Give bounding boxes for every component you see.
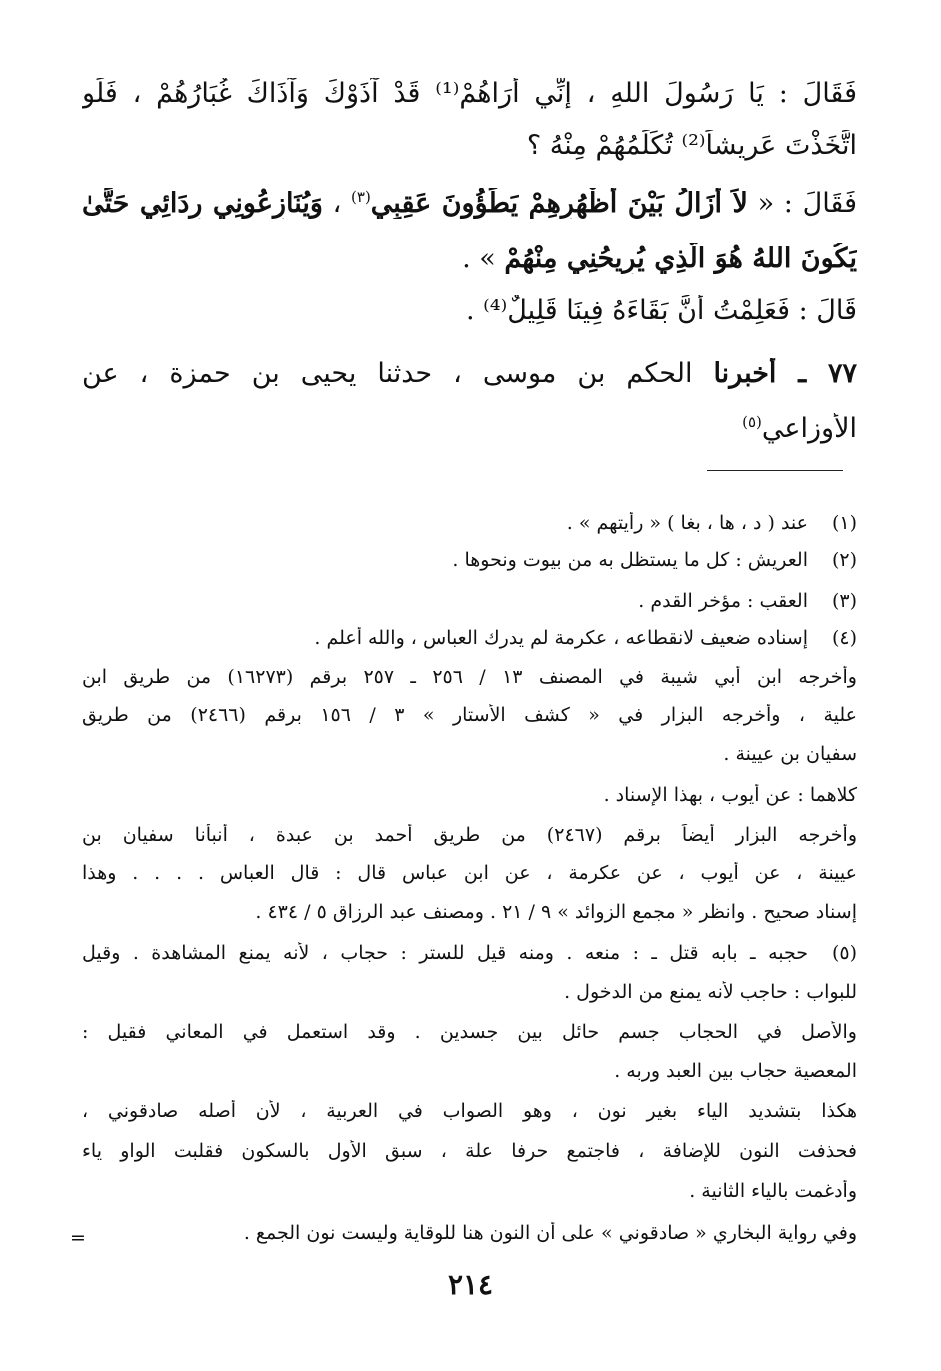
footnote-5-text: حجبه ـ بابه قتل ـ : منعه . ومنه قيل للستر : حجاب ، لأنه يمنع المشاهدة . وقيل [82,942,808,964]
hadith-77-line-2 [82,413,857,444]
footnote-5-line-3: والأصل في الحجاب جسم حائل بين جسدين . وقد استعمل في المعاني فقيل : [82,1021,857,1043]
comma: ، [322,188,352,219]
quote-open: فَقَالَ : « [747,188,857,219]
footnote-divider [707,470,843,471]
prophet-words-part-1: لاَ أَزَالُ بَيْنَ أَظْهُرِهِمْ يَطَؤُونَ عَقِبِي [370,188,748,219]
akhbarana-word: أخبرنا [713,358,777,389]
main-text-line-5: قَالَ : فَعَلِمْتُ أَنَّ بَقَاءَهُ فِينَا قَلِيلٌ⁽⁴⁾ . [465,295,857,326]
footnote-5-line-8: وفي رواية البخاري « صادقوني » على أن النون هنا للوقاية وليست نون الجمع . [243,1222,857,1244]
footnote-4-line-7: عيينة ، عن أيوب ، عن عكرمة ، عن ابن عباس قال : قال العباس . . . . وهذا [82,862,857,884]
footnote-5-line-2: للبواب : حاجب لأنه يمنع من الدخول . [564,981,857,1003]
prophet-words-part-3: يَكُونَ اللهُ هُوَ الَّذِي يُرِيحُنِي مِنْهُمْ [504,243,857,274]
footnote-1-text: عند ( د ، ها ، بغا ) « رأيتهم » . [566,512,808,534]
prophet-words-part-2: وَيُنَازِعُونِي رِدَائِي حَتَّىٰ [82,188,323,219]
footnote-2-text: العريش : كل ما يستظل به من بيوت ونحوها . [452,549,808,571]
footnote-4-line-8: إسناد صحيح . وانظر « مجمع الزوائد » ٩ / ٢١ . ومصنف عبد الرزاق ٥ / ٤٣٤ . [255,901,857,923]
footnote-5-line-6: فحذفت النون للإضافة ، فاجتمع حرفا علة ، سبق الأول بالسكون فقلبت الواو ياء [82,1140,857,1162]
footnote-4-text: إسناده ضعيف لانقطاعه ، عكرمة لم يدرك العباس ، والله أعلم . [314,627,808,649]
footnote-4-line-6: وأخرجه البزار أيضاً برقم (٢٤٦٧) من طريق أحمد بن عبدة ، أنبأنا سفيان بن [82,824,857,846]
footnote-5-line-5: هكذا بتشديد الياء بغير نون ، وهو الصواب في العربية ، لأن أصله صادقوني ، [82,1100,857,1122]
hadith-chain: الحكم بن موسى ، حدثنا يحيى بن حمزة ، عن [82,358,714,389]
footnote-4-line-2: وأخرجه ابن أبي شيبة في المصنف ١٣ / ٢٥٦ ـ ٢٥٧ برقم (١٦٢٧٣) من طريق ابن [82,666,857,688]
footnote-5-number: (٥) [831,942,857,964]
hadith-77-line-1 [82,358,857,389]
footnote-ref-5: (٥) [742,413,762,431]
footnote-4-line-4: سفيان بن عيينة . [723,743,857,765]
footnote-4-line-5: كلاهما : عن أيوب ، بهذا الإسناد . [603,784,857,806]
main-text-line-2: اتَّخَذْتَ عَرِيشاً⁽²⁾ تُكَلِّمُهُمْ مِنْهُ ؟ [526,130,857,161]
quote-close: » . [462,243,505,274]
footnote-4-line-3: علية ، وأخرجه البزار في « كشف الأستار » ٣ / ١٥٦ برقم (٢٤٦٦) من طريق [82,704,857,726]
hadith-chain-end: الأوزاعي [761,413,857,444]
footnote-ref-3: (٣) [351,188,371,206]
hadith-number: ٧٧ ـ [776,358,857,389]
continuation-mark: = [70,1227,86,1249]
prophet-saying-line-1 [82,188,857,219]
page-number: ٢١٤ [447,1268,494,1301]
footnote-5-line-7: وأدغمت بالياء الثانية . [689,1180,857,1202]
footnote-3-text: العقب : مؤخر القدم . [638,590,808,612]
footnote-4-number: (٤) [831,627,857,649]
footnote-3-number: (٣) [831,590,857,612]
footnote-2-number: (٢) [831,549,857,571]
prophet-saying-line-2 [82,243,857,274]
footnote-5-line-4: المعصية حجاب بين العبد وربه . [614,1060,857,1082]
footnote-1-number: (١) [831,512,857,534]
main-text-line-1: فَقَالَ : يَا رَسُولَ اللهِ ، إِنِّي أَرَاهُمْ⁽¹⁾ قَدْ آذَوْكَ وَآذَاكَ غُبَارُهُمْ ، فَلَوِ [82,78,857,109]
